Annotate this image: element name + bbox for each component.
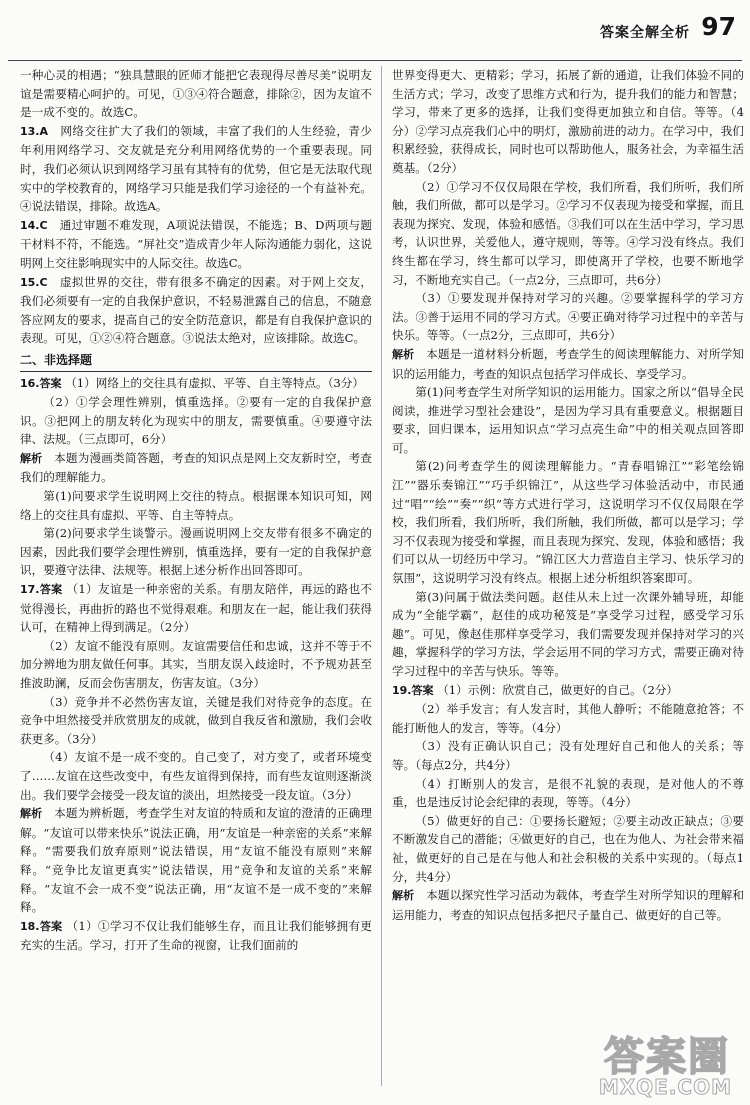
question-number: 15.C	[20, 275, 48, 289]
answer-text: （1）网络上的交往具有虚拟、平等、自主等特点。（3分）	[65, 375, 364, 390]
analysis-text: 第(1)问要求学生说明网上交往的特点。根据课本知识可知，网络上的交往具有虚拟、平等、自主等特点。	[20, 489, 372, 522]
page-header	[0, 0, 750, 62]
analysis-label: 解析	[392, 889, 415, 903]
section-heading: 二、非选择题	[20, 352, 93, 367]
analysis-label: 解析	[20, 807, 43, 821]
answer-text: （3）竞争并不必然伤害友谊，关键是我们对待竞争的态度。在竞争中坦然接受并欣赏朋友的成就，做到自我反省和激励，我们会收获更多。（3分）	[20, 694, 372, 746]
header-title: 答案全解全析	[600, 25, 690, 41]
question-number: 13.A	[20, 124, 48, 138]
answer-text: （2）友谊不能没有原则。友谊需要信任和忠诚，这并不等于不加分辨地为朋友做任何事。其实，当朋友误入歧途时，不予规劝甚至推波助澜，反而会伤害朋友，伤害友谊。（3分）	[20, 638, 372, 690]
question-18-answer-1	[20, 917, 372, 955]
answer-text: （2）举手发言；有人发言时，其他人静听；不能随意抢答；不能打断他人的发言，等等。（4分）	[392, 702, 744, 735]
answer-text: （2）①学会理性辨别，慎重选择。②要有一定的自我保护意识。③把网上的朋友转化为现实中的朋友，需要慎重。④要遵守法律、法规。（三点即可，6分）	[20, 395, 372, 447]
question-13	[20, 122, 372, 216]
watermark-logo	[588, 1021, 738, 1099]
answer-text: （2）①学习不仅仅局限在学校，我们所看，我们所听，我们所触，我们所做，都可以是学习。②学习不仅表现为接受和掌握，而且表现为探究、发现，体验和感悟。③我们可以在生活中学习，学习思考，认识世界，关爱他人，遵守规则，等等。④学习没有终点。我们终生都在学习，终生都可以学习，即使离开了学校，也要不断地学习，不断地充实自己。（一点2分，三点即可，共6分）	[392, 179, 744, 287]
question-16-answer-1	[20, 374, 372, 394]
answer-text: （4）打断别人的发言，是很不礼貌的表现，是对他人的不尊重，也是违反讨论会纪律的表现，等等。（4分）	[392, 776, 744, 810]
analysis-text: 第(1)问考查学生对所学知识的运用能力。国家之所以“倡导全民阅读，推进学习型社会建设”，是因为学习具有重要意义。根据题目要求，回归课本，运用知识点“学习点亮生命”中的相关观点回答即可。	[392, 385, 744, 455]
question-number: 14.C	[20, 218, 48, 232]
answer-text: （5）做更好的自己：①要扬长避短；②要主动改正缺点；③要不断激发自己的潜能；④做更好的自己，也在为他人、为社会带来福祉，做更好的自己是在与他人和社会积极的关系中实现的。（每点1分，共4分）	[392, 813, 744, 884]
paragraph-continued: 一种心灵的相遇；“独具慧眼的匠师才能把它表现得尽善尽美”说明友谊是需要精心呵护的。可见，①③④符合题意，排除②，因为友谊不是一成不变的。故选C。	[20, 68, 372, 120]
question-15	[20, 273, 372, 348]
column-divider	[381, 66, 382, 1086]
analysis-16	[20, 449, 372, 487]
answer-text: （1）①学习不仅让我们能够生存，而且让我们能够拥有更充实的生活。学习，打开了生命的视窗，让我们面前的	[20, 918, 372, 953]
analysis-text: 本题为漫画类简答题，考查的知识点是网上交友新时空，考查我们的理解能力。	[20, 450, 372, 485]
analysis-17	[20, 804, 372, 917]
left-column	[20, 66, 372, 1096]
analysis-text: 本题为辨析题，考查学生对友谊的特质和友谊的澄清的正确理解。“友谊可以带来快乐”说法正确，用“友谊是一种亲密的关系”来解释。“需要我们放弃原则”说法错误，用“友谊不能没有原则”来解释。“竞争比友谊更真实”说法错误，用“竞争和友谊的关系”来解释。“友谊不会一成不变”说法正确，用“友谊不是一成不变的”来解释。	[20, 806, 372, 915]
analysis-text: 第(2)问考查学生的阅读理解能力。“青春唱锦江”“彩笔绘锦江”“器乐奏锦江”“巧手织锦江”，从这些学习体验活动中，市民通过“唱”“绘”“奏”“织”等方式进行学习，这说明学习不仅仅局限在学校，我们所看，我们所听，我们所触，我们所做，都可以是学习；学习不仅表现为接受和掌握，而且表现为探究、发现，体验和感悟；我们可以从一切经历中学习。“锦江区大力营造自主学习、快乐学习的氛围”，这说明学习没有终点。根据上述分析组织答案即可。	[392, 459, 744, 586]
question-number: 17.答案	[20, 583, 63, 597]
analysis-text: 本题以探究性学习活动为载体，考查学生对所学知识的理解和运用能力，考查的知识点包括多把尺子量自己、做更好的自己等。	[392, 888, 744, 922]
question-text: 通过审题不难发现，A项说法错误，不能选；B、D两项与题干材料不符，不能选。“屏社交”造成青少年人际沟通能力弱化，这说明网上交往影响现实中的人际交往。故选C。	[20, 217, 372, 270]
right-column	[392, 66, 744, 1096]
question-19-answer-1	[392, 681, 744, 701]
analysis-19	[392, 886, 744, 924]
question-text: 虚拟世界的交往，带有很多不确定的因素。对于网上交友，我们必须要有一定的自我保护意识，不轻易泄露自己的信息，不随意答应网友的要求，提高自己的安全防范意识，都是有自我保护意识的表现。可见，①②④符合题意。③说法太绝对，应该排除。故选C。	[20, 274, 372, 346]
question-number: 18.答案	[20, 919, 63, 933]
answer-text: （3）没有正确认识自己；没有处理好自己和他人的关系；等等。（每点2分，共4分）	[392, 739, 744, 772]
answer-text: （1）示例：欣赏自己，做更好的自己。（2分）	[437, 682, 679, 697]
analysis-label: 解析	[392, 347, 415, 361]
watermark-text: 答案圈	[604, 1034, 730, 1080]
question-number: 19.答案	[392, 683, 434, 697]
answer-text: （3）①要发现并保持对学习的兴趣。②要掌握科学的学习方法。③善于运用不同的学习方式。④要正确对待学习过程中的辛苦与快乐。等等。（一点2分，三点即可，共6分）	[392, 291, 744, 343]
page-number: 97	[701, 12, 736, 41]
section-rule	[20, 371, 372, 372]
question-17-answer-1	[20, 580, 372, 637]
question-14	[20, 216, 372, 273]
analysis-text: 本题是一道材料分析题，考查学生的阅读理解能力、对所学知识的运用能力，考查的知识点包括学习伴成长、享受学习。	[392, 346, 744, 381]
header-rule	[8, 60, 742, 61]
answer-text: （1）友谊是一种亲密的关系。有朋友陪伴，再远的路也不觉得漫长，再曲折的路也不觉得艰难。和朋友在一起，能让我们获得认可，在精神上得到满足。（2分）	[20, 582, 372, 635]
analysis-text: 第(3)问属于做法类问题。赵佳从未上过一次课外辅导班，却能成为“全能学霸”，赵佳的成功秘笈是“享受学习过程，感受学习乐趣”。可见，像赵佳那样享受学习，我们需要发现并保持对学习的兴趣，掌握科学的学习方法，学会运用不同的学习方式，需要正确对待学习过程中的辛苦与快乐。等等。	[392, 589, 744, 678]
analysis-text: 第(2)问要求学生谈警示。漫画说明网上交友带有很多不确定的因素，因此我们要学会理性辨别，慎重选择，要有一定的自我保护意识，要遵守法律、法规等。根据上述分析作出回答即可。	[20, 526, 372, 578]
analysis-label: 解析	[20, 451, 43, 465]
answer-text: 世界变得更大、更精彩；学习，拓展了新的通道，让我们体验不同的生活方式；学习，改变了思维方式和行为，提升我们的能力和智慧；学习，带来了更多的选择，让我们变得更加独立和自信。等等。（4分）②学习点亮我们心中的明灯，激励前进的动力。在学习中，我们积累经验，获得成长，同时也可以帮助他人，服务社会，为幸福生活奠基。（2分）	[392, 68, 744, 175]
watermark-url: MXQE.COM	[598, 1075, 732, 1099]
question-text: 网络交往扩大了我们的领域，丰富了我们的人生经验，青少年利用网络学习、交友就是充分利用网络优势的一个重要表现。同时，我们必须认识到网络学习虽有其特有的优势，但它是无法取代现实中的学校教育的，网络学习只能是我们学习途径的一个有益补充。④说法错误，排除。故选A。	[20, 123, 372, 214]
question-number: 16.答案	[20, 376, 62, 390]
answer-text: （4）友谊不是一成不变的。自己变了，对方变了，或者环境变了……友谊在这些改变中，有些友谊得到保持，而有些友谊则逐渐淡出。我们要学会接受一段友谊的淡出，坦然接受一段友谊。（3分）	[20, 750, 372, 802]
analysis-18	[392, 345, 744, 383]
